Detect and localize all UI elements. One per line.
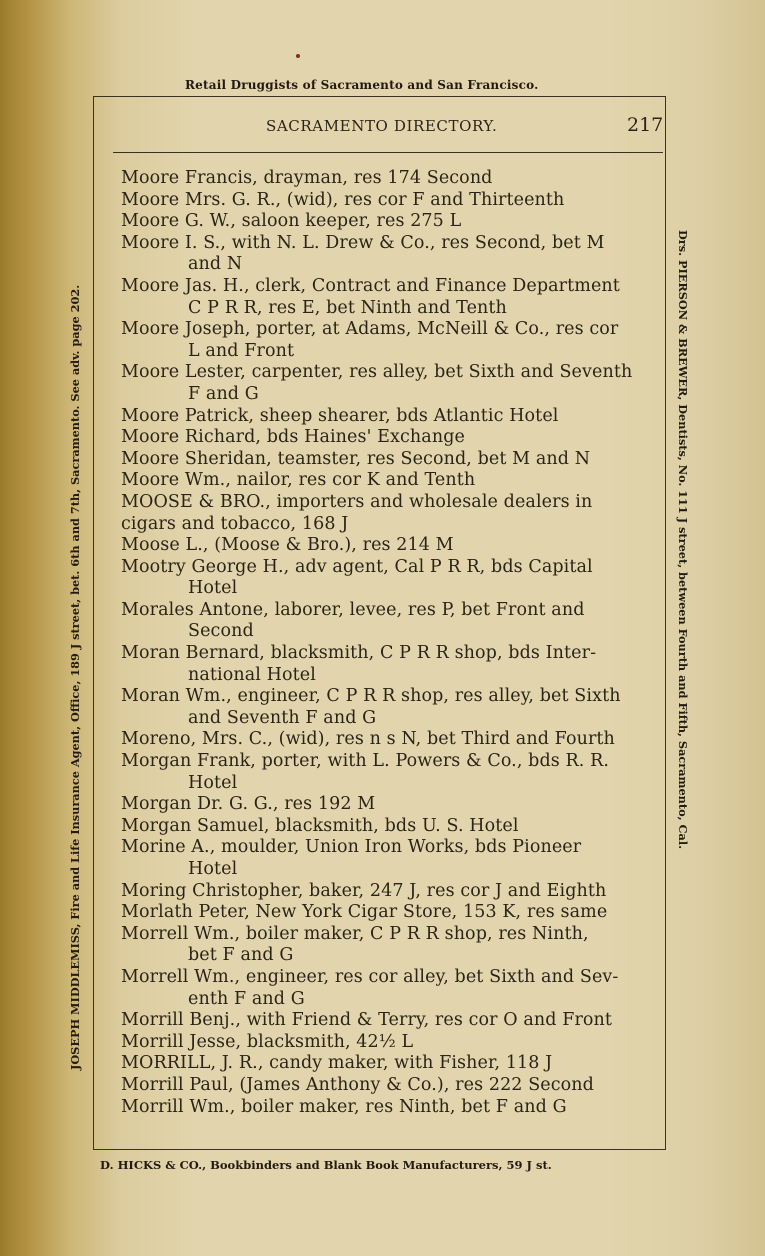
- entry-text: Moore Lester, carpenter, res alley, bet Sixth and Seventh: [121, 362, 633, 383]
- entry-text: Morgan Frank, porter, with L. Powers & Co., bds R. R.: [121, 751, 610, 772]
- entry-text: MOOSE & BRO., importers and wholesale dealers in: [121, 491, 593, 512]
- directory-entry: [121, 470, 645, 492]
- entry-text: Moose L., (Moose & Bro.), res 214 M: [121, 535, 454, 556]
- directory-entry: [121, 729, 645, 751]
- directory-entry: [121, 1010, 645, 1032]
- entry-text: Moore G. W., saloon keeper, res 275 L: [121, 211, 462, 232]
- entry-text: Moran Wm., engineer, C P R R shop, res alley, bet Sixth: [121, 686, 621, 707]
- entry-text: Morrill Jesse, blacksmith, 42½ L: [121, 1031, 414, 1052]
- directory-entry: [121, 1032, 645, 1054]
- directory-entry: [121, 751, 645, 794]
- entry-continuation: enth F and G: [188, 988, 305, 1009]
- entry-continuation: C P R R, res E, bet Ninth and Tenth: [188, 297, 507, 318]
- directory-entry: [121, 557, 645, 600]
- directory-entries: [121, 168, 645, 1118]
- left-margin-advertisement: JOSEPH MIDDLEMISS, Fire and Life Insurance Agent, Office, 189 J street, bet. 6th and 7th, Sacramento. See adv. page 202.: [68, 284, 82, 1070]
- entry-text: Moore Patrick, sheep shearer, bds Atlantic Hotel: [121, 405, 559, 426]
- entry-continuation: Hotel: [188, 578, 238, 599]
- right-margin-advertisement: Drs. PIERSON & BREWER, Dentists, No. 111 J street, between Fourth and Fifth, Sacramento, Cal.: [676, 230, 690, 850]
- directory-entry: [121, 427, 645, 449]
- entry-text: Moore Mrs. G. R., (wid), res cor F and Thirteenth: [121, 189, 565, 210]
- entry-text: Morrill Paul, (James Anthony & Co.), res 222 Second: [121, 1074, 594, 1095]
- directory-entry: [121, 686, 645, 729]
- directory-entry: [121, 1097, 645, 1119]
- directory-entry: [121, 1075, 645, 1097]
- directory-entry: [121, 319, 645, 362]
- top-advertisement: Retail Druggists of Sacramento and San Francisco.: [185, 78, 539, 92]
- directory-entry: [121, 794, 645, 816]
- directory-entry: [121, 233, 645, 276]
- entry-text: Moore Sheridan, teamster, res Second, bet M and N: [121, 448, 591, 469]
- entry-text: Morrill Wm., boiler maker, res Ninth, bet F and G: [121, 1096, 567, 1117]
- directory-entry: [121, 190, 645, 212]
- entry-continuation: L and Front: [188, 340, 295, 361]
- entry-text: Morales Antone, laborer, levee, res P, bet Front and: [121, 599, 585, 620]
- entry-text: Moore Richard, bds Haines' Exchange: [121, 427, 465, 448]
- entry-text: MORRILL, J. R., candy maker, with Fisher, 118 J: [121, 1053, 553, 1074]
- entry-text: Morgan Samuel, blacksmith, bds U. S. Hotel: [121, 815, 519, 836]
- entry-continuation: F and G: [188, 383, 259, 404]
- directory-entry: [121, 535, 645, 557]
- directory-entry: [121, 211, 645, 233]
- directory-entry: [121, 643, 645, 686]
- entry-text: Moore Francis, drayman, res 174 Second: [121, 168, 493, 188]
- entry-text: Moore Wm., nailor, res cor K and Tenth: [121, 470, 476, 491]
- entry-continuation: Hotel: [188, 859, 238, 879]
- entry-text: Moore Joseph, porter, at Adams, McNeill & Co., res cor: [121, 319, 619, 340]
- entry-text: Moore Jas. H., clerk, Contract and Finance Department: [121, 275, 620, 296]
- directory-entry: [121, 449, 645, 471]
- entry-continuation: bet F and G: [188, 945, 294, 966]
- header-rule: [113, 152, 663, 153]
- ink-spot: [296, 54, 300, 58]
- directory-entry: [121, 967, 645, 1010]
- entry-text: Moran Bernard, blacksmith, C P R R shop, bds Inter-: [121, 643, 597, 664]
- entry-continuation: and Seventh F and G: [188, 707, 377, 728]
- directory-entry: [121, 881, 645, 903]
- directory-entry: [121, 1053, 645, 1075]
- directory-entry: [121, 816, 645, 838]
- entry-continuation: national Hotel: [188, 664, 316, 685]
- entry-text: Morrell Wm., boiler maker, C P R R shop, res Ninth,: [121, 923, 589, 944]
- directory-entry: [121, 837, 645, 880]
- directory-entry: [121, 924, 645, 967]
- entry-text: Morrill Benj., with Friend & Terry, res cor O and Front: [121, 1010, 613, 1031]
- bottom-advertisement: D. HICKS & CO., Bookbinders and Blank Book Manufacturers, 59 J st.: [100, 1158, 552, 1172]
- entry-text: Moreno, Mrs. C., (wid), res n s N, bet Third and Fourth: [121, 729, 615, 750]
- running-head: SACRAMENTO DIRECTORY.: [266, 117, 498, 135]
- entry-text: Morlath Peter, New York Cigar Store, 153 K, res same: [121, 902, 608, 923]
- directory-entry: [121, 276, 645, 319]
- entry-continuation: and N: [188, 254, 243, 275]
- directory-entry: [121, 362, 645, 405]
- entry-continuation: cigars and tobacco, 168 J: [121, 513, 349, 534]
- page-number: 217: [627, 114, 664, 136]
- entry-text: Morrell Wm., engineer, res cor alley, bet Sixth and Sev-: [121, 966, 619, 987]
- entry-text: Moring Christopher, baker, 247 J, res cor J and Eighth: [121, 880, 607, 901]
- directory-entry: [121, 600, 645, 643]
- entry-text: Morine A., moulder, Union Iron Works, bds Pioneer: [121, 837, 582, 858]
- directory-entry: [121, 406, 645, 428]
- directory-entry: [121, 492, 645, 535]
- directory-entry: [121, 902, 645, 924]
- entry-text: Morgan Dr. G. G., res 192 M: [121, 794, 376, 815]
- entry-continuation: Second: [188, 621, 254, 642]
- entry-continuation: Hotel: [188, 772, 238, 793]
- entry-text: Mootry George H., adv agent, Cal P R R, bds Capital: [121, 556, 593, 577]
- entry-text: Moore I. S., with N. L. Drew & Co., res Second, bet M: [121, 232, 605, 253]
- directory-entry: [121, 168, 645, 190]
